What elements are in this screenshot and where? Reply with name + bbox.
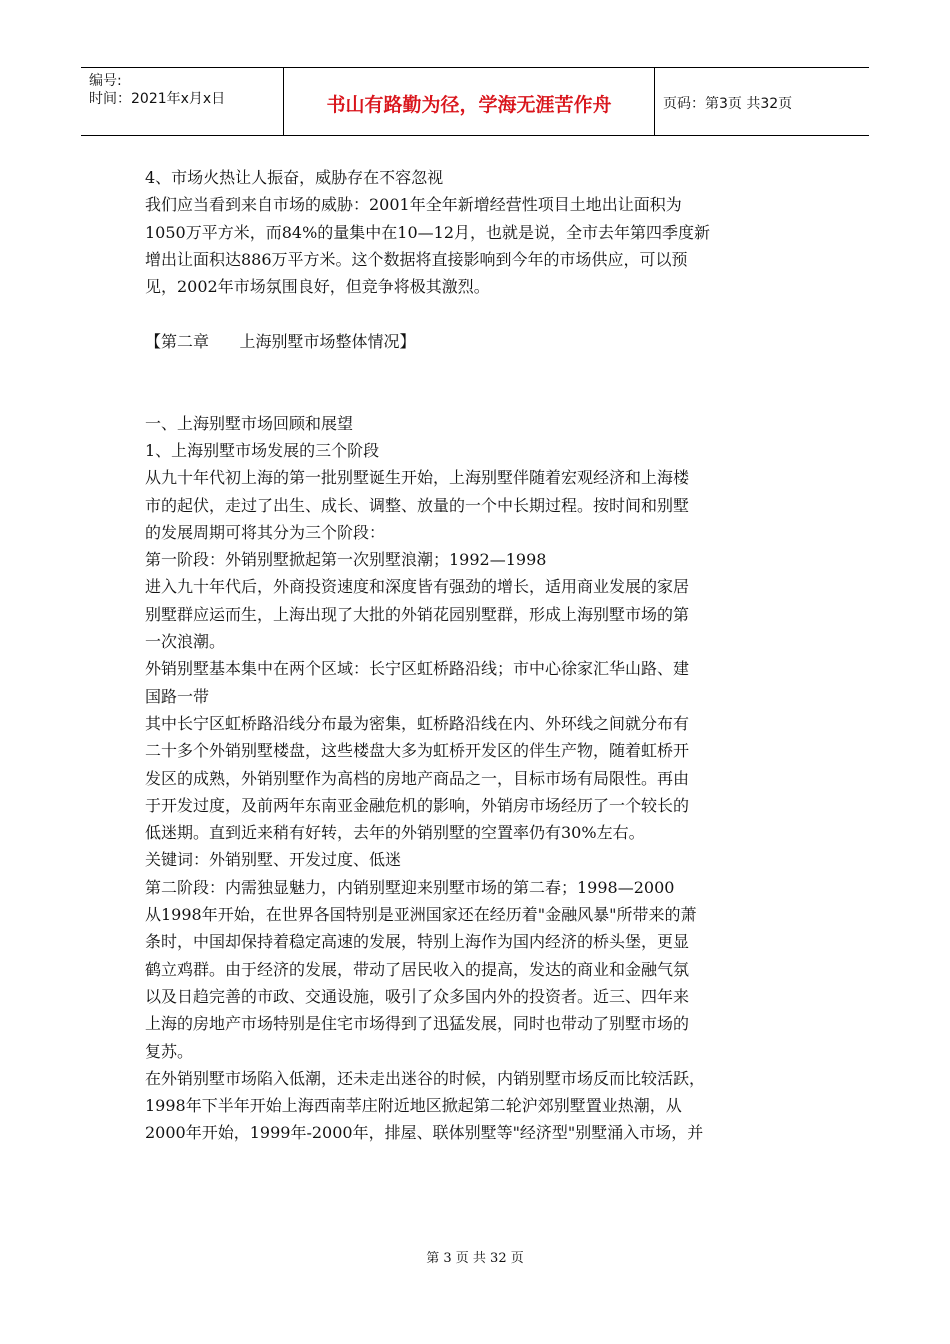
- document-body: [145, 164, 813, 1147]
- text-line: 外销别墅基本集中在两个区域：长宁区虹桥路沿线；市中心徐家汇华山路、建: [145, 659, 690, 679]
- text-line: 第二阶段：内需独显魅力，内销别墅迎来别墅市场的第二春；1998—2000: [145, 877, 675, 897]
- text-line: 别墅群应运而生，上海出现了大批的外销花园别墅群，形成上海别墅市场的第: [145, 604, 690, 624]
- text-line: 增出让面积达886万平方米。这个数据将直接影响到今年的市场供应，可以预: [145, 249, 688, 269]
- text-line: 2000年开始，1999年-2000年，排屋、联体别墅等"经济型"别墅涌入市场，并: [145, 1123, 704, 1143]
- text-line: 其中长宁区虹桥路沿线分布最为密集，虹桥路沿线在内、外环线之间就分布有: [145, 713, 690, 733]
- text-line: 以及日趋完善的市政、交通设施，吸引了众多国内外的投资者。近三、四年来: [145, 986, 690, 1006]
- text-line: 低迷期。直到近来稍有好转，去年的外销别墅的空置率仍有30%左右。: [145, 823, 645, 843]
- text-line: 从1998年开始，在世界各国特别是亚洲国家还在经历着"金融风暴"所带来的萧: [145, 905, 697, 925]
- text-line: 1、上海别墅市场发展的三个阶段: [145, 440, 380, 460]
- text-line: 4、市场火热让人振奋，威胁存在不容忽视: [145, 168, 444, 187]
- text-line: 上海的房地产市场特别是住宅市场得到了迅猛发展，同时也带动了别墅市场的: [145, 1014, 690, 1034]
- text-line: 进入九十年代后，外商投资速度和深度皆有强劲的增长，适用商业发展的家居: [145, 577, 690, 597]
- text-line: 复苏。: [145, 1041, 194, 1061]
- header-motto: 书山有路勤为径，学海无涯苦作舟: [283, 68, 655, 135]
- text-line: 鹤立鸡群。由于经济的发展，带动了居民收入的提高，发达的商业和金融气氛: [145, 959, 690, 979]
- page-footer: 第 3 页 共 32 页: [426, 1251, 524, 1266]
- chapter-heading: 【第二章 上海别墅市场整体情况】: [145, 331, 416, 351]
- text-line: 二十多个外销别墅楼盘，这些楼盘大多为虹桥开发区的伴生产物，随着虹桥开: [145, 741, 690, 761]
- text-line: 一次浪潮。: [145, 632, 226, 652]
- text-line: 第一阶段：外销别墅掀起第一次别墅浪潮；1992—1998: [145, 550, 547, 570]
- header-page-info: 页码：第3页 共32页: [663, 95, 793, 112]
- blank-line: [145, 355, 813, 382]
- text-line: 发区的成熟，外销别墅作为高档的房地产商品之一，目标市场有局限性。再由: [145, 768, 690, 788]
- document-time-label: 时间：2021年x月x日: [89, 91, 226, 107]
- text-line: 见，2002年市场氛围良好，但竞争将极其激烈。: [145, 277, 490, 297]
- text-line: 关键词：外销别墅、开发过度、低迷: [145, 850, 402, 870]
- page-header: [81, 67, 869, 136]
- text-line: 于开发过度，及前两年东南亚金融危机的影响，外销房市场经历了一个较长的: [145, 795, 690, 815]
- text-line: 从九十年代初上海的第一批别墅诞生开始，上海别墅伴随着宏观经济和上海楼: [145, 468, 690, 488]
- header-meta: [81, 68, 283, 135]
- text-line: 市的起伏，走过了出生、成长、调整、放量的一个中长期过程。按时间和别墅: [145, 495, 690, 515]
- text-line: 1998年下半年开始上海西南莘庄附近地区掀起第二轮沪郊别墅置业热潮，从: [145, 1096, 682, 1116]
- text-line: 国路一带: [145, 686, 210, 706]
- blank-line: [145, 300, 813, 327]
- text-line: 的发展周期可将其分为三个阶段：: [145, 522, 386, 542]
- text-line: 1050万平方米，而84%的量集中在10—12月，也就是说，全市去年第四季度新: [145, 222, 711, 242]
- text-line: 在外销别墅市场陷入低潮，还未走出迷谷的时候，内销别墅市场反而比较活跃，: [145, 1068, 706, 1088]
- text-line: 我们应当看到来自市场的威胁：2001年全年新增经营性项目土地出让面积为: [145, 195, 682, 215]
- text-line: 一、上海别墅市场回顾和展望: [145, 413, 354, 433]
- text-line: 条时，中国却保持着稳定高速的发展，特别上海作为国内经济的桥头堡，更显: [145, 932, 690, 952]
- document-number-label: 编号:: [89, 73, 122, 89]
- blank-line: [145, 382, 813, 409]
